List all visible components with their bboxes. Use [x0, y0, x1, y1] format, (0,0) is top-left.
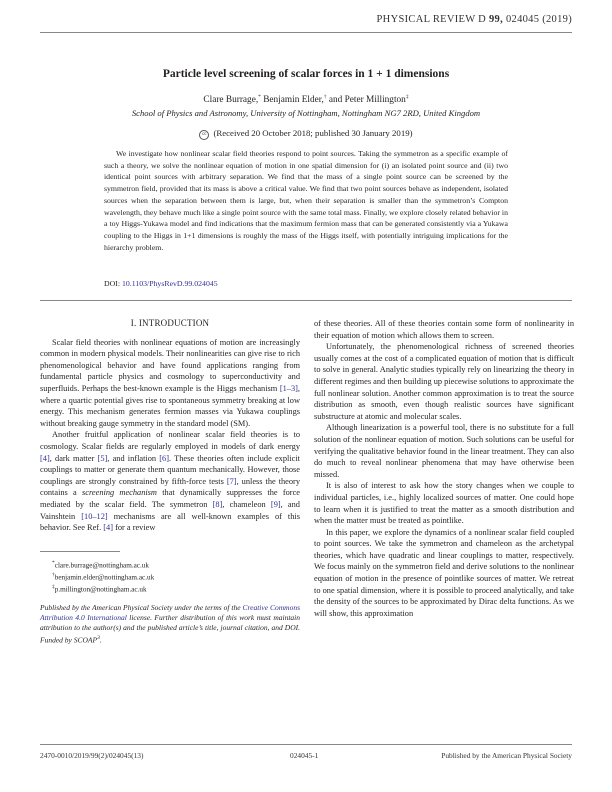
doi-link[interactable]: 10.1103/PhysRevD.99.024045	[121, 279, 218, 288]
body-paragraph: Although linearization is a powerful tool, there is no substitute for a full solution of the nonlinear equation of motion. Such solutions can be useful for verifying the qualitative behavior found in the linear treatment. They can also do much to reveal nonlinear phenomena that may have otherwise been missed.	[314, 423, 574, 479]
author-mark[interactable]: *	[258, 94, 261, 100]
section-heading: I. INTRODUCTION	[130, 318, 210, 328]
author-mark[interactable]: †	[323, 94, 327, 100]
citation-link[interactable]: [10–12]	[81, 511, 108, 521]
journal-volume: 99,	[489, 14, 504, 25]
abstract: We investigate how nonlinear scalar field theories respond to point sources. Taking the symmetron as a specific example of such a theory, we solve the nonlinear equation of motion in one spatial dimension for (i) an isolated point source and (ii) two identical point sources with arbitrary separation. We find that the mass of a single point source can be screened by the symmetron field, provided that its mass is above a critical value. We find that two point sources behave as independent, isolated sources when the separation between them is large, but, when their separation is smaller than the symmetron’s Compton wavelength, they behave much like a single point source with the same total mass. Finally, we explore closely related behavior in a toy Higgs-Yukawa model and find indications that the maximum fermion mass that can be generated consistently via a Yukawa coupling to the Higgs in 1+1 dimensions is roughly the mass of the Higgs itself, with potentially intriguing implications for the hierarchy problem.	[104, 149, 508, 252]
left-column	[40, 318, 300, 646]
header-rule	[40, 32, 572, 33]
received-line	[0, 128, 612, 140]
doi-label: DOI:	[104, 279, 121, 288]
body-paragraph: It is also of interest to ask how the story changes when we couple to individual particles, i.e., highly localized sources of matter. One could hope to learn when it is justified to treat the matter as a smooth distribution and when the matter must be treated as pointlike.	[314, 481, 574, 526]
citation-link[interactable]: [1–3]	[279, 383, 298, 393]
footnote: †benjamin.elder@nottingham.ac.uk	[52, 572, 155, 582]
intro-paragraph-1: Scalar field theories with nonlinear equations of motion are increasingly common in modern physical models. Their nonlinearities can give rise to rich phenomenological behavior and have found applications ranging from fundamental particle physics and cosmology to superconductivity and superfluids. Perhaps the best-known example is the Higgs mechanism [1–3], where a quartic potential gives rise to spontaneous symmetry breaking at low energy. This mechanism generates fermion masses via Yukawa couplings without breaking gauge symmetry in the standard model (SM).	[40, 337, 300, 428]
author-name: Benjamin Elder,	[263, 95, 324, 106]
footer-rule	[40, 744, 572, 745]
intro-paragraph-2: Another fruitful application of nonlinear scalar field theories is to cosmology. Scalar fields are regularly employed in models of dark energy [4], dark matter [5], and inflation [6]. These theories often include explicit couplings to matter or generate them quantum mechanically. However, those couplings are strongly constrained by fifth-force tests [7], unless the theory contains a screening mechanism that dynamically suppresses the force mediated by the scalar field. The symmetron [8], chameleon [9], and Vainshtein [10–12] mechanisms are all well-known examples of this behavior. See Ref. [4] for a review	[40, 430, 301, 533]
author-name: Clare Burrage,	[203, 95, 259, 106]
footnote: ‡p.millington@nottingham.ac.uk	[52, 584, 147, 594]
citation-link[interactable]: [5]	[97, 453, 108, 463]
right-column	[314, 318, 574, 619]
citation-link[interactable]: [6]	[159, 453, 170, 463]
body-paragraph: Unfortunately, the phenomenological richness of screened theories usually comes at the cost of a complicated equation of motion that is difficult to solve in general. Analytic studies typically rely on linearizing the theory in different regimes and then building up piecewise solutions to approximate the full nonlinear solution. Another common approximation is to treat the source distribution as smooth, even though realistic sources have significant substructure at atomic and molecular scales.	[314, 342, 574, 421]
footer-publisher: Published by the American Physical Society	[441, 751, 572, 760]
page-number: 024045-1	[290, 751, 319, 760]
footnote-rule	[40, 551, 120, 552]
received-dates: (Received 20 October 2018; published 30 January 2019)	[213, 128, 413, 138]
journal-name: PHYSICAL REVIEW D	[376, 14, 487, 25]
citation-link[interactable]: [7]	[226, 476, 237, 486]
citation-link[interactable]: [4]	[103, 523, 113, 533]
license-notice: Published by the American Physical Society under the terms of the Creative Commons Attribution 4.0 International license. Further distribution of this work must maintain attribution to the author(s) and the published article’s title, journal citation, and DOI. Funded by SCOAP$^3$.	[40, 602, 301, 645]
citation-link[interactable]: [9]	[270, 499, 281, 509]
abstract-rule	[40, 300, 572, 301]
author-name: and Peter Millington	[328, 95, 406, 106]
author-mark[interactable]: ‡	[405, 94, 409, 100]
paper-title: Particle level screening of scalar forces in 1 + 1 dimensions	[162, 68, 450, 80]
author-list	[0, 94, 612, 105]
body-paragraph: of these theories. All of these theories contain some form of nonlinearity in their equation of motion which allows them to screen.	[314, 319, 574, 340]
license-link[interactable]: Creative Commons Attribution 4.0 International	[40, 602, 300, 623]
creative-commons-icon[interactable]: cc	[199, 130, 209, 140]
article-number: 024045 (2019)	[505, 14, 572, 25]
affiliation: School of Physics and Astronomy, University of Nottingham, Nottingham NG7 2RD, United Kingdom	[131, 108, 481, 118]
footnote: *clare.burrage@nottingham.ac.uk	[52, 559, 149, 570]
journal-header	[377, 14, 572, 25]
citation-link[interactable]: [8]	[212, 499, 223, 509]
body-paragraph: In this paper, we explore the dynamics of a nonlinear scalar field coupled to point sources. We take the symmetron and chameleon as the archetypal theories, which have quadratic and linear couplings to matter, respectively. We focus mainly on the symmetron field and derive solutions to the nonlinear equation of motion in the presence of pointlike sources of matter. We retreat to one spatial dimension, where it is possible to proceed analytically, and take the density of the sources to be approximated by Dirac delta functions. As we will show, this approximation	[314, 527, 574, 618]
doi-line	[104, 279, 218, 288]
citation-link[interactable]: [4]	[40, 453, 50, 463]
footer-issn: 2470-0010/2019/99(2)/024045(13)	[40, 751, 144, 760]
